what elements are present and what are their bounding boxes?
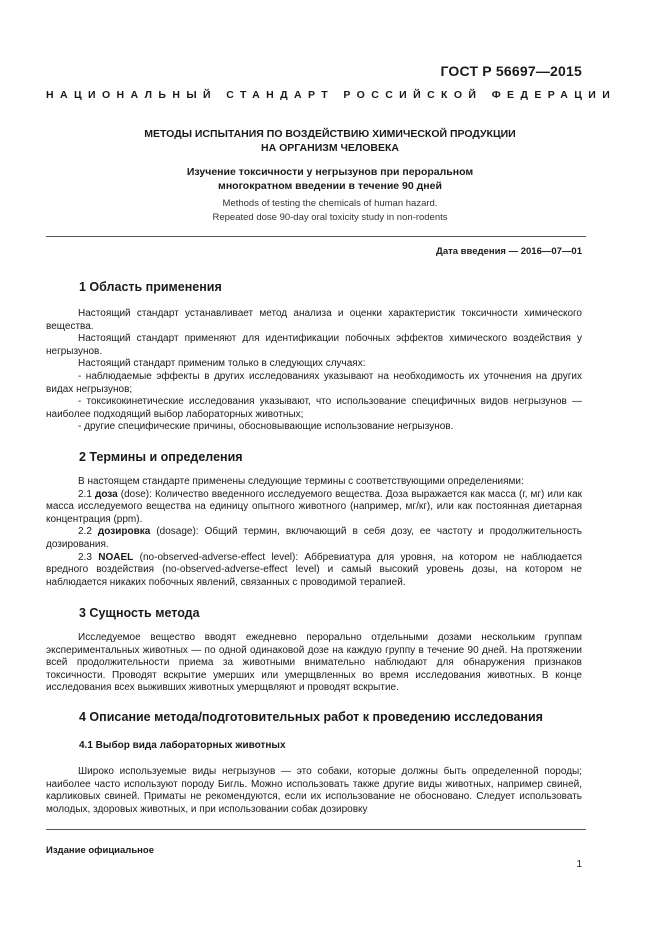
title-line: НА ОРГАНИЗМ ЧЕЛОВЕКА (261, 142, 399, 154)
paragraph: Исследуемое вещество вводят ежедневно перорально отдельными дозами нескольким группам экспериментальных животных — по одной одинаковой дозе на каждую группу в течение 90 дней. На протяжении всей продолжительности приема за животными внимательно наблюдают для обнаружения признаков токсичности. Проводят вскрытие умерших или умерщвленных во время исследования животных. В конце исследования всех выживших животных умерщвляют и проводят вскрытие. (46, 632, 582, 694)
term-definition (46, 552, 582, 590)
section-body (46, 632, 582, 695)
document-subtitle (60, 165, 600, 193)
section-heading: 1 Область применения (79, 280, 222, 294)
section-heading: 2 Термины и определения (79, 450, 243, 464)
section-body (46, 476, 582, 589)
edition-label: Издание официальное (46, 845, 154, 856)
term-text: Количество введенного исследуемого вещества. Доза выражается как масса (г, мг) или как масса исследуемого вещества на единицу опытного животного (например, мг/кг), или как постоянная диетарная концентрация (ppm). (46, 488, 583, 525)
subtitle-line: многократном введении в течение 90 дней (218, 180, 442, 192)
term-definition (46, 489, 582, 527)
term-text: Аббревиатура для уровня, на котором не наблюдается вредного воздействия (no-observed-adverse-effect level) и самый высокий уровень дозы, на котором не наблюдается никаких побочных явлений, связанных с проводимой терапией. (46, 551, 583, 588)
list-item: - токсикокинетические исследования указывают, что использование специфичных видов негрызунов — наиболее подходящий выбор лабораторных животных; (46, 396, 582, 420)
subsection-heading: 4.1 Выбор вида лабораторных животных (79, 740, 286, 751)
term-english: (no-observed-adverse-effect level): (139, 551, 299, 563)
section-heading: 3 Сущность метода (79, 606, 200, 620)
term-name: дозировка (97, 526, 151, 538)
term-number: 2.3 (78, 551, 92, 563)
term-name: доза (94, 488, 118, 500)
paragraph: Настоящий стандарт применим только в следующих случаях: (78, 358, 366, 370)
paragraph: Настоящий стандарт применяют для идентификации побочных эффектов химического воздействия у негрызунов. (46, 333, 582, 357)
term-definition (46, 526, 582, 551)
paragraph: Настоящий стандарт устанавливает метод анализа и оценки характеристик токсичности химического вещества. (46, 308, 582, 332)
term-english: (dosage): (156, 526, 199, 538)
divider (46, 236, 586, 237)
list-item: - другие специфические причины, обосновывающие использование негрызунов. (78, 421, 454, 433)
term-text: Общий термин, включающий в себя дозу, ее частоту и продолжительность дозирования. (46, 526, 582, 550)
gost-identifier: ГОСТ Р 56697—2015 (440, 63, 582, 79)
term-number: 2.1 (78, 488, 92, 500)
paragraph: Широко используемые виды негрызунов — это собаки, которые должны быть определенной породы; наиболее часто используют породу Бигль. Можно использовать также другие виды животных, например свиней, карликовых свиней. Приматы не рекомендуются, если их использование не обосновано. Следует использовать молодых, здоровых животных, и при использовании собак дозировку (46, 766, 582, 815)
term-number: 2.2 (78, 526, 92, 538)
page-number: 1 (576, 859, 582, 870)
term-english: (dose): (120, 488, 152, 500)
title-line: МЕТОДЫ ИСПЫТАНИЯ ПО ВОЗДЕЙСТВИЮ ХИМИЧЕСКОЙ ПРОДУКЦИИ (144, 128, 516, 140)
subtitle-line: Изучение токсичности у негрызунов при пероральном (186, 166, 474, 178)
paragraph: В настоящем стандарте применены следующие термины с соответствующими определениями: (78, 476, 524, 487)
list-item: - наблюдаемые эффекты в других исследованиях указывают на необходимость их уточнения на других видах негрызунов; (46, 370, 582, 395)
english-title-line: Methods of testing the chemicals of human hazard. (222, 198, 438, 209)
term-name: NOAEL (98, 551, 134, 563)
section-body (46, 308, 582, 434)
section-heading: 4 Описание метода/подготовительных работ к проведению исследования (79, 710, 543, 724)
section-body (46, 766, 582, 816)
document-title (60, 127, 600, 155)
introduction-date: Дата введения — 2016—07—01 (436, 246, 582, 257)
english-title-line: Repeated dose 90-day oral toxicity study in non-rodents (212, 212, 448, 223)
national-standard-banner: НАЦИОНАЛЬНЫЙ СТАНДАРТ РОССИЙСКОЙ ФЕДЕРАЦИИ (46, 89, 617, 101)
footer-divider (46, 829, 586, 830)
